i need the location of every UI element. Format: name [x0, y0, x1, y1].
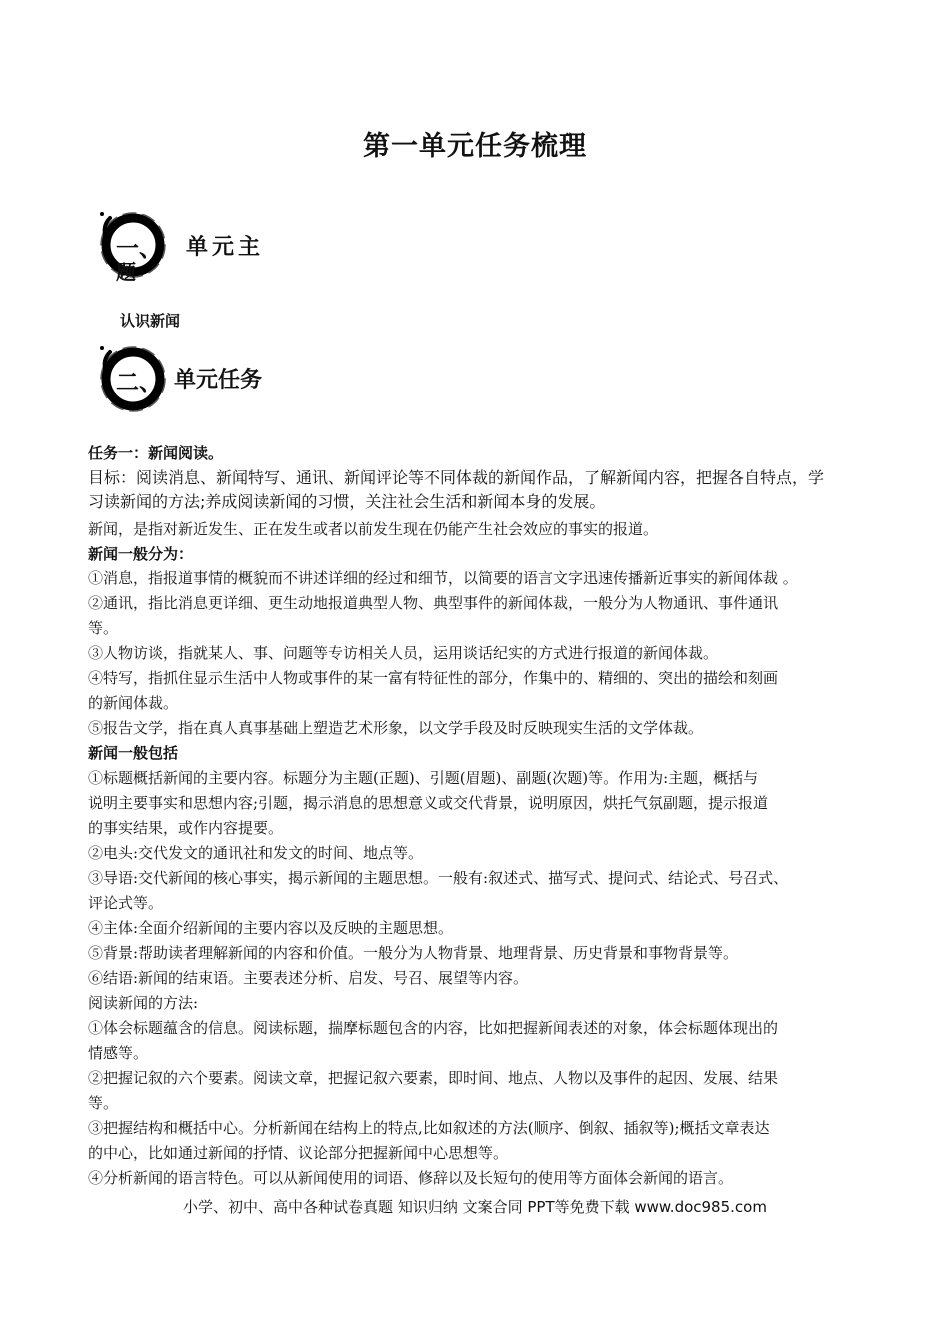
list-item: ④主体:全面介绍新闻的主要内容以及反映的主题思想。 — [88, 919, 454, 937]
parts-heading: 新闻一般包括 — [88, 744, 179, 762]
list-item: ⑤报告文学，指在真人真事基础上塑造艺术形象，以文学手段及时反映现实生活的文学体裁。 — [88, 719, 704, 737]
section-1-title: 单元主 — [186, 235, 265, 260]
list-item: 情感等。 — [88, 1044, 149, 1062]
section-2-number: 二、 — [116, 370, 162, 396]
list-item: ④分析新闻的语言特色。可以从新闻使用的词语、修辞以及长短句的使用等方面体会新闻的语言。 — [88, 1169, 734, 1187]
list-item: ③把握结构和概括中心。分析新闻在结构上的特点,比如叙述的方法(顺序、倒叙、插叙等);概括文章表达 — [88, 1119, 770, 1137]
list-item: ④特写，指抓住显示生活中人物或事件的某一富有特征性的部分，作集中的、精细的、突出的描绘和刻画 — [88, 669, 779, 687]
section-1-title-wrap: 题 — [116, 260, 136, 284]
list-item: ⑤背景:帮助读者理解新闻的内容和价值。一般分为人物背景、地理背景、历史背景和事物背景等。 — [88, 944, 739, 962]
list-item: ⑥结语:新闻的结束语。主要表述分析、启发、号召、展望等内容。 — [88, 969, 529, 987]
list-item: 说明主要事实和思想内容;引题，揭示消息的思想意义或交代背景，说明原因，烘托气氛副题，提示报道 — [88, 794, 769, 812]
list-item: 的新闻体裁。 — [88, 694, 179, 712]
list-item: ①体会标题蕴含的信息。阅读标题，揣摩标题包含的内容，比如把握新闻表述的对象，体会标题体现出的 — [88, 1019, 779, 1037]
methods-heading: 阅读新闻的方法: — [88, 994, 199, 1012]
goal-text: 习读新闻的方法;养成阅读新闻的习惯，关注社会生活和新闻本身的发展。 — [88, 492, 606, 511]
goal-text: 目标：阅读消息、新闻特写、通讯、新闻评论等不同体裁的新闻作品，了解新闻内容，把握各自特点，学 — [88, 468, 825, 487]
list-item: 评论式等。 — [88, 894, 164, 912]
list-item: 的中心，比如通过新闻的抒情、议论部分把握新闻中心思想等。 — [88, 1144, 509, 1162]
definition-text: 新闻，是指对新近发生、正在发生或者以前发生现在仍能产生社会效应的事实的报道。 — [88, 520, 659, 538]
list-item: ②通讯，指比消息更详细、更生动地报道典型人物、典型事件的新闻体裁，一般分为人物通讯、事件通讯 — [88, 594, 779, 612]
list-item: ②电头:交代发文的通讯社和发文的时间、地点等。 — [88, 844, 424, 862]
section-2-title: 单元任务 — [174, 368, 263, 393]
list-item: 的事实结果，或作内容提要。 — [88, 819, 284, 837]
page-title: 第一单元任务梳理 — [363, 131, 587, 162]
section-1-number: 一、 — [116, 236, 162, 262]
types-heading: 新闻一般分为： — [88, 545, 194, 563]
section-1-content: 认识新闻 — [120, 312, 181, 330]
task-heading: 任务一：新闻阅读。 — [88, 444, 224, 462]
list-item: 等。 — [88, 619, 119, 637]
list-item: ①标题概括新闻的主要内容。标题分为主题(正题)、引题(眉题)、副题(次题)等。作用为:主题，概括与 — [88, 769, 759, 787]
list-item: ②把握记叙的六个要素。阅读文章，把握记叙六要素，即时间、地点、人物以及事件的起因、发展、结果 — [88, 1069, 779, 1087]
list-item: ③导语:交代新闻的核心事实，揭示新闻的主题思想。一般有:叙述式、描写式、提问式、结论式、号召式、 — [88, 869, 789, 887]
list-item: ①消息，指报道事情的概貌而不讲述详细的经过和细节，以简要的语言文字迅速传播新近事实的新闻体裁 。 — [88, 569, 798, 587]
list-item: 等。 — [88, 1094, 119, 1112]
list-item: ③人物访谈，指就某人、事、问题等专访相关人员，运用谈话纪实的方式进行报道的新闻体裁。 — [88, 644, 719, 662]
page-footer: 小学、初中、高中各种试卷真题 知识归纳 文案合同 PPT等免费下载 www.doc985.com — [183, 1198, 767, 1216]
